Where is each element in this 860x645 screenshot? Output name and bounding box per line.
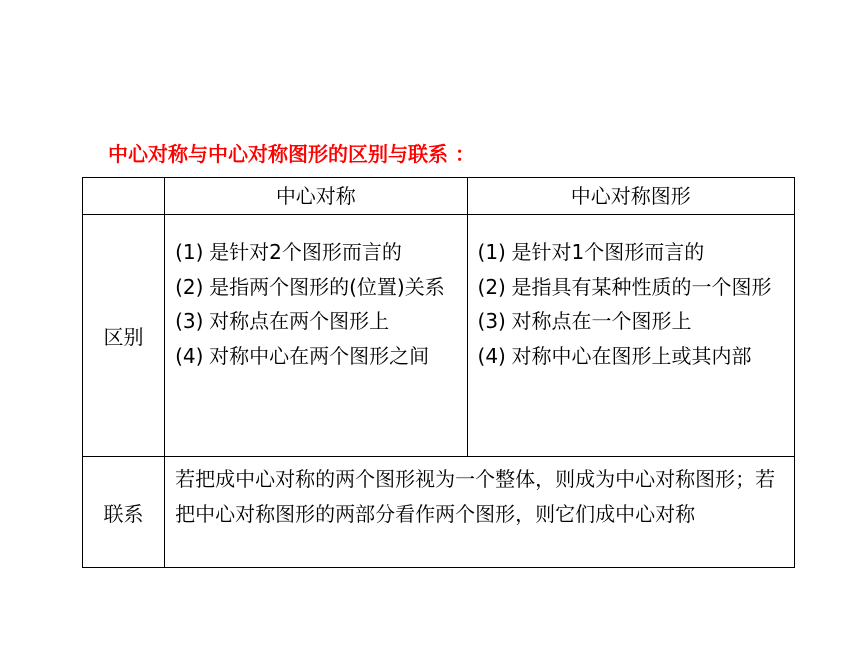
page-title: 中心对称与中心对称图形的区别与联系 ： (108, 142, 475, 166)
item-text: 是针对2个图形而言的 (209, 240, 402, 264)
table-header-row (83, 178, 795, 215)
item-number: (3) (477, 309, 506, 333)
list-item (175, 235, 456, 270)
list-item (175, 339, 456, 374)
relation-row (83, 457, 795, 568)
list-item (175, 304, 456, 339)
item-number: (4) (477, 343, 506, 368)
item-text: 是指两个图形的(位置)关系 (209, 274, 445, 299)
list-item (478, 339, 784, 374)
list-item (478, 270, 784, 305)
list-item (478, 235, 784, 270)
item-text: 对称点在一个图形上 (511, 309, 692, 333)
item-number: (1) (175, 240, 204, 264)
list-item (175, 270, 456, 305)
item-number: (3) (175, 309, 204, 333)
item-number: (4) (175, 343, 204, 368)
comparison-table (82, 177, 795, 568)
relation-cell (165, 457, 795, 568)
difference-list-a (165, 215, 466, 373)
item-number: (2) (175, 274, 204, 299)
item-text: 对称中心在两个图形之间 (209, 343, 430, 368)
item-text: 对称中心在图形上或其内部 (511, 343, 752, 368)
item-text: 是针对1个图形而言的 (511, 240, 705, 264)
header-centrally-symmetric-figure: 中心对称图形 (467, 178, 794, 215)
item-number: (1) (477, 240, 506, 264)
list-item (478, 304, 784, 339)
difference-col-b-cell (467, 215, 794, 457)
relation-label: 联系 (83, 457, 165, 568)
difference-row (83, 215, 795, 457)
header-empty-cell (83, 178, 165, 215)
relation-text: 若把成中心对称的两个图形视为一个整体，则成为中心对称图形；若把中心对称图形的两部分看作两个图形，则它们成中心对称 (175, 467, 776, 526)
header-central-symmetry: 中心对称 (165, 178, 467, 215)
item-text: 对称点在两个图形上 (209, 309, 390, 333)
item-text: 是指具有某种性质的一个图形 (511, 274, 772, 299)
difference-list-b (468, 215, 794, 373)
difference-col-a-cell (165, 215, 467, 457)
item-number: (2) (477, 274, 506, 299)
difference-label: 区别 (83, 215, 165, 457)
